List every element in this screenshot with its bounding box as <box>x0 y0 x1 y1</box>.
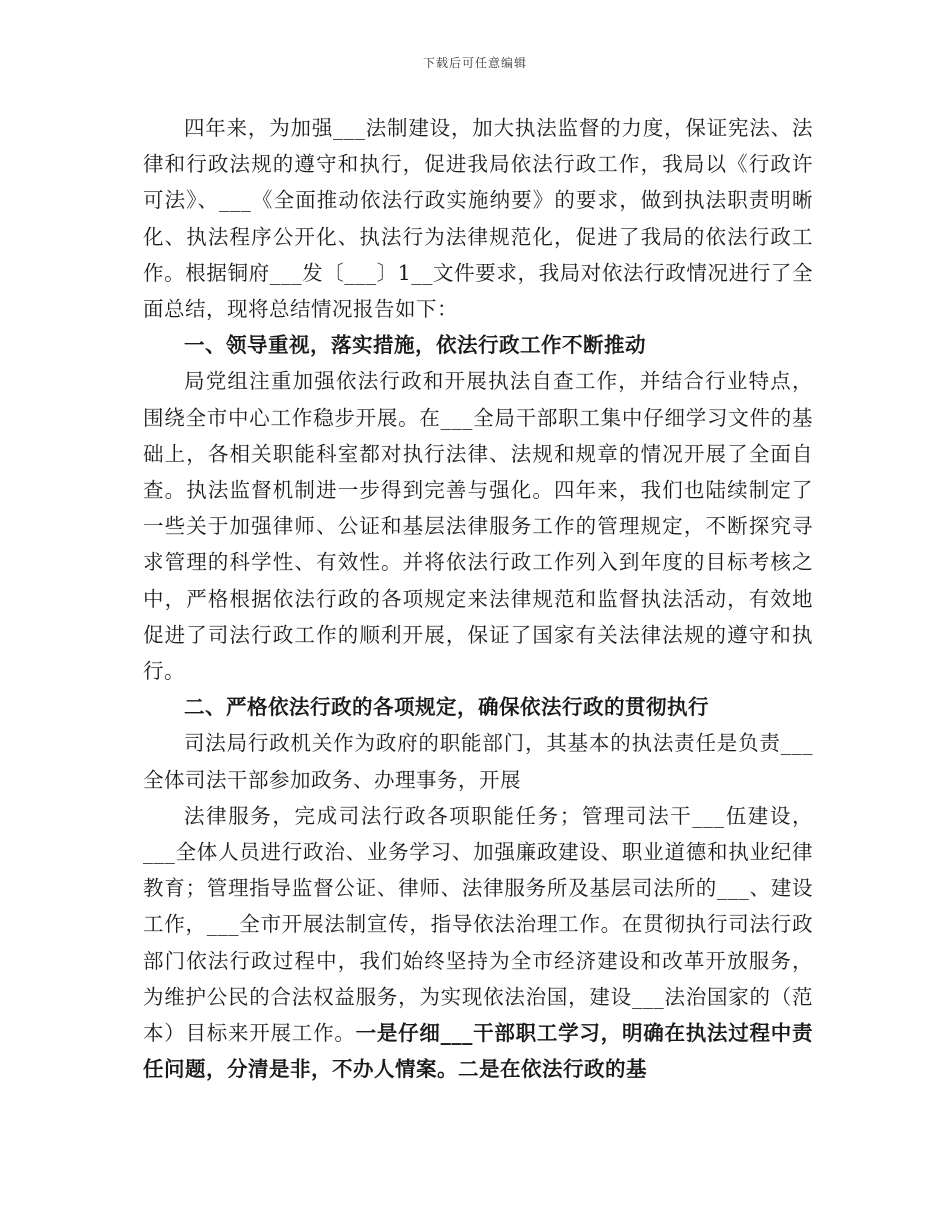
section-heading-2: 二、严格依法行政的各项规定，确保依法行政的贯彻执行 <box>184 695 709 720</box>
document-body <box>143 110 813 1087</box>
section-1-paragraph: 局党组注重加强依法行政和开展执法自查工作，并结合行业特点，围绕全市中心工作稳步开展。在___全局干部职工集中仔细学习文件的基础上，各相关职能科室都对执行法律、法规和规章的情况开展了全面自查。执法监督机制进一步得到完善与强化。四年来，我们也陆续制定了一些关于加强律师、公证和基层法律服务工作的管理规定，不断探究寻求管理的科学性、有效性。并将依法行政工作列入到年度的目标考核之中，严格根据依法行政的各项规定来法律规范和监督执法活动，有效地促进了司法行政工作的顺利开展，保证了国家有关法律法规的遵守和执行。 <box>143 369 813 684</box>
section-2-paragraph-2-text: 法律服务，完成司法行政各项职能任务；管理司法干___伍建设，___全体人员进行政治、业务学习、加强廉政建设、职业道德和执业纪律教育；管理指导监督公证、律师、法律服务所及基层司法所的___、建设工作，___全市开展法制宣传，指导依法治理工作。在贯彻执行司法行政部门依法行政过程中，我们始终坚持为全市经济建设和改革开放服务，为维护公民的合法权益服务，为实现依法治国，建设___法治国家的（范本）目标来开展工作。 <box>143 803 813 1046</box>
header-note: 下载后可任意编辑 <box>422 56 527 70</box>
section-heading-1: 一、领导重视，落实措施，依法行政工作不断推动 <box>184 333 646 358</box>
section-2-paragraph-1: 司法局行政机关作为政府的职能部门，其基本的执法责任是负责___全体司法干部参加政务、办理事务，开展 <box>143 731 813 792</box>
intro-paragraph: 四年来，为加强___法制建设，加大执法监督的力度，保证宪法、法律和行政法规的遵守和执行，促进我局依法行政工作，我局以《行政许可法》、___《全面推动依法行政实施纳要》的要求，做到执法职责明晰化、执法程序公开化、执法行为法律规范化，促进了我局的依法行政工作。根据铜府___发〔___〕1__文件要求，我局对依法行政情况进行了全面总结，现将总结情况报告如下： <box>143 116 813 322</box>
section-2-paragraph-2 <box>143 798 813 1088</box>
section-2-paragraph-2-bold: 一是仔细___干部职工学习，明确在执法过程中责任问题，分清是非，不办人情案。二是在依法行政的基 <box>143 1021 814 1082</box>
